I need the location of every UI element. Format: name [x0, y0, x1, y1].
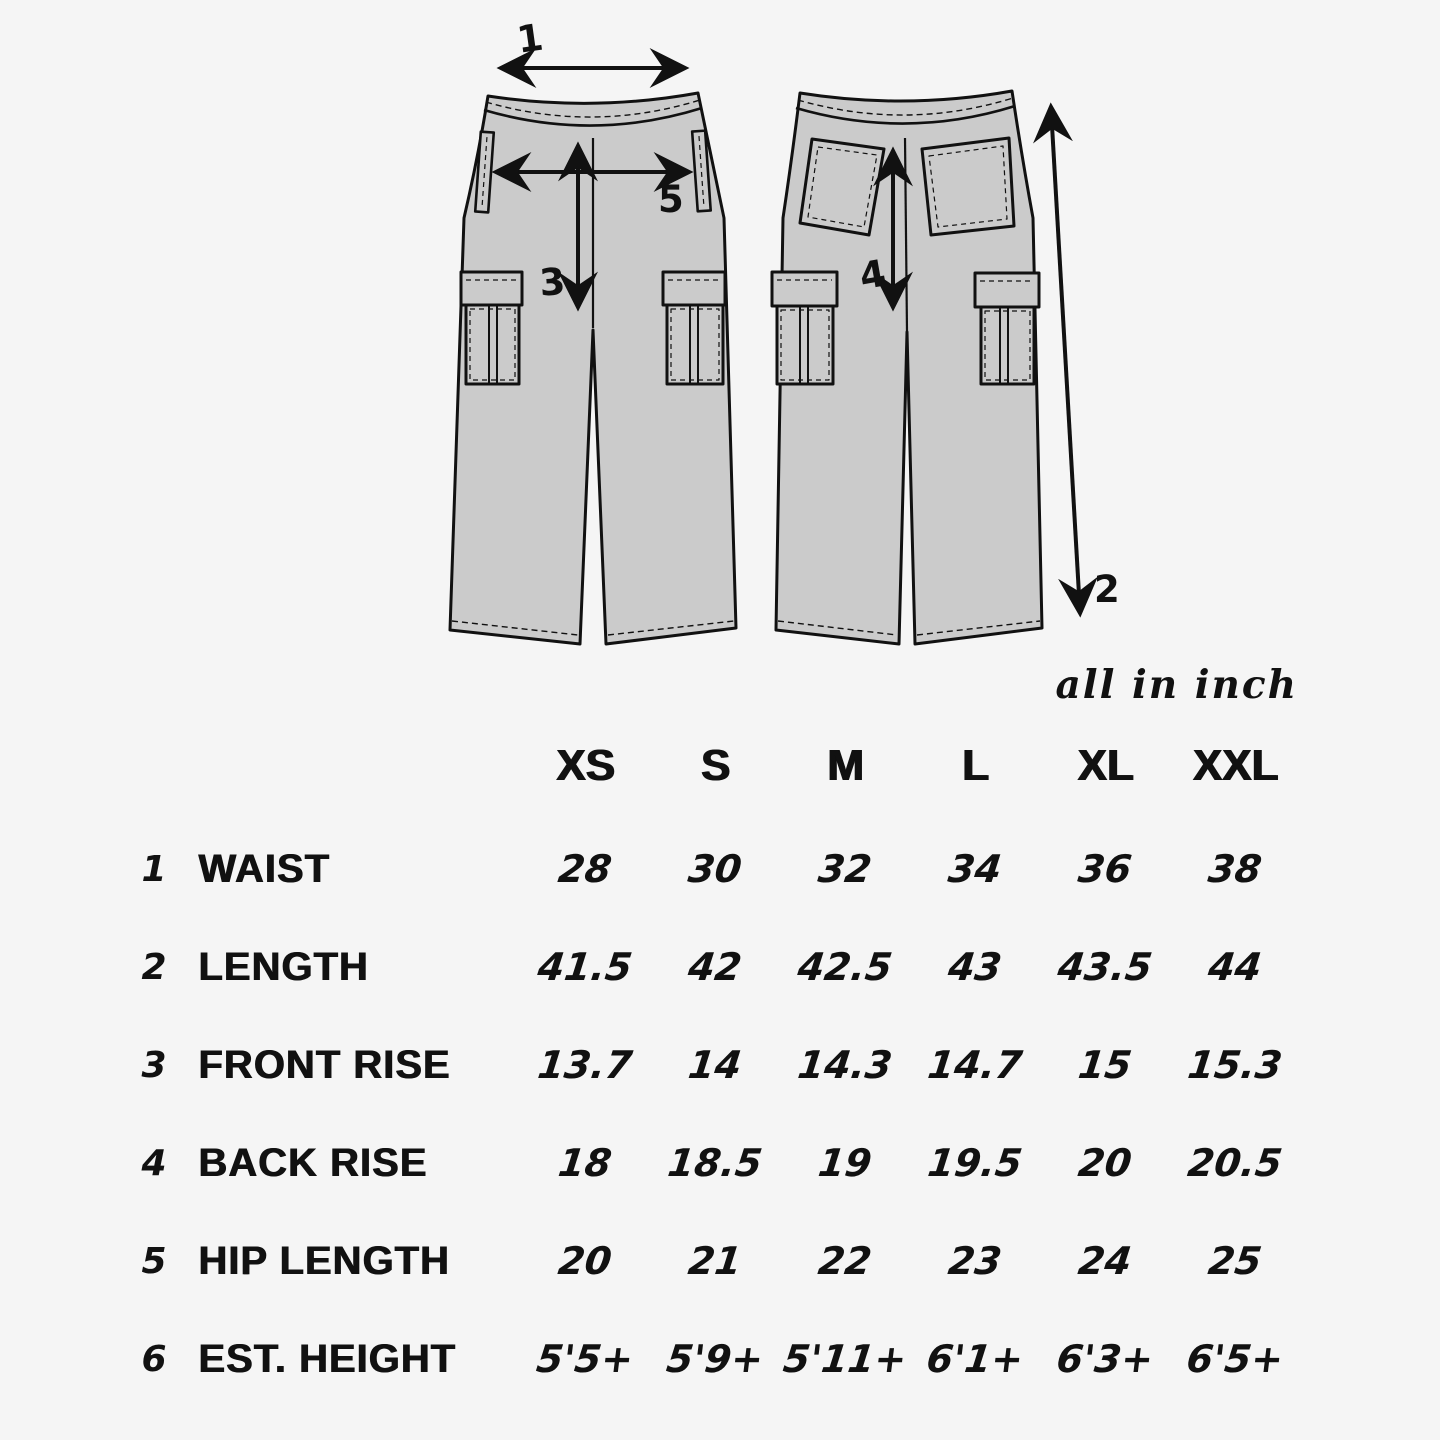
size-value: 28 [555, 847, 615, 891]
callout-number-5-hip: 5 [658, 178, 684, 221]
row-number: 4 [141, 1142, 167, 1184]
size-value: 15.3 [1185, 1043, 1285, 1087]
size-value: 6'5+ [1184, 1337, 1286, 1381]
size-col-header-m: M [826, 741, 864, 790]
pants-front-view [450, 93, 736, 644]
back-cargo-pocket-right [975, 273, 1039, 384]
callout-number-4-back-rise: 4 [856, 251, 890, 299]
header-spacer [120, 726, 188, 820]
pants-back-view [772, 91, 1042, 644]
size-value: 6'1+ [924, 1337, 1026, 1381]
size-value: 20 [555, 1239, 615, 1283]
size-col-header-xs: XS [555, 741, 615, 790]
size-value: 44 [1205, 945, 1265, 989]
size-value: 34 [945, 847, 1005, 891]
size-value: 24 [1075, 1239, 1135, 1283]
size-col-header-xl: XL [1076, 741, 1134, 790]
size-value: 19 [815, 1141, 875, 1185]
front-cargo-pocket-right [663, 272, 725, 384]
size-col-header-l: L [961, 741, 989, 790]
row-label: EST. HEIGHT [198, 1336, 456, 1381]
size-value: 23 [945, 1239, 1005, 1283]
size-value: 5'11+ [780, 1337, 910, 1381]
units-note: all in inch [1055, 662, 1298, 708]
size-value: 42.5 [795, 945, 895, 989]
size-value: 41.5 [535, 945, 635, 989]
callout-number-3-front-rise: 3 [538, 259, 567, 305]
header-spacer [188, 726, 520, 820]
size-value: 6'3+ [1054, 1337, 1156, 1381]
size-value: 19.5 [925, 1141, 1025, 1185]
row-number: 3 [141, 1044, 167, 1086]
size-value: 14 [685, 1043, 745, 1087]
size-value: 18 [555, 1141, 615, 1185]
measure-arrow-length [1051, 108, 1080, 612]
size-value: 21 [685, 1239, 745, 1283]
size-value: 42 [685, 945, 745, 989]
back-patch-pocket-right [922, 138, 1014, 235]
size-value: 13.7 [535, 1043, 635, 1087]
size-value: 18.5 [665, 1141, 765, 1185]
row-label: WAIST [198, 846, 330, 891]
row-number: 2 [141, 946, 167, 988]
size-value: 20.5 [1185, 1141, 1285, 1185]
size-value: 5'5+ [534, 1337, 636, 1381]
size-col-header-xxl: XXL [1192, 741, 1278, 790]
row-label: LENGTH [198, 944, 369, 989]
size-value: 5'9+ [664, 1337, 766, 1381]
size-value: 43 [945, 945, 1005, 989]
row-label: BACK RISE [198, 1140, 428, 1185]
row-number: 5 [141, 1240, 167, 1282]
row-label: FRONT RISE [198, 1042, 451, 1087]
size-col-header-s: S [700, 741, 730, 790]
row-label: HIP LENGTH [198, 1238, 450, 1283]
callout-number-2-length: 2 [1094, 568, 1120, 611]
size-value: 25 [1205, 1239, 1265, 1283]
row-number: 6 [141, 1338, 167, 1380]
size-table [120, 726, 1300, 1408]
back-patch-pocket-left [800, 139, 884, 235]
callout-number-1-waist: 1 [514, 15, 546, 62]
size-value: 14.3 [795, 1043, 895, 1087]
size-value: 30 [685, 847, 745, 891]
size-value: 36 [1075, 847, 1135, 891]
pants-technical-drawing [0, 0, 1440, 710]
size-value: 32 [815, 847, 875, 891]
front-cargo-pocket-left [461, 272, 522, 384]
row-number: 1 [141, 848, 167, 890]
size-value: 43.5 [1055, 945, 1155, 989]
size-value: 38 [1205, 847, 1265, 891]
size-value: 20 [1075, 1141, 1135, 1185]
size-value: 14.7 [925, 1043, 1025, 1087]
size-value: 22 [815, 1239, 875, 1283]
back-cargo-pocket-left [772, 272, 837, 384]
size-value: 15 [1075, 1043, 1135, 1087]
